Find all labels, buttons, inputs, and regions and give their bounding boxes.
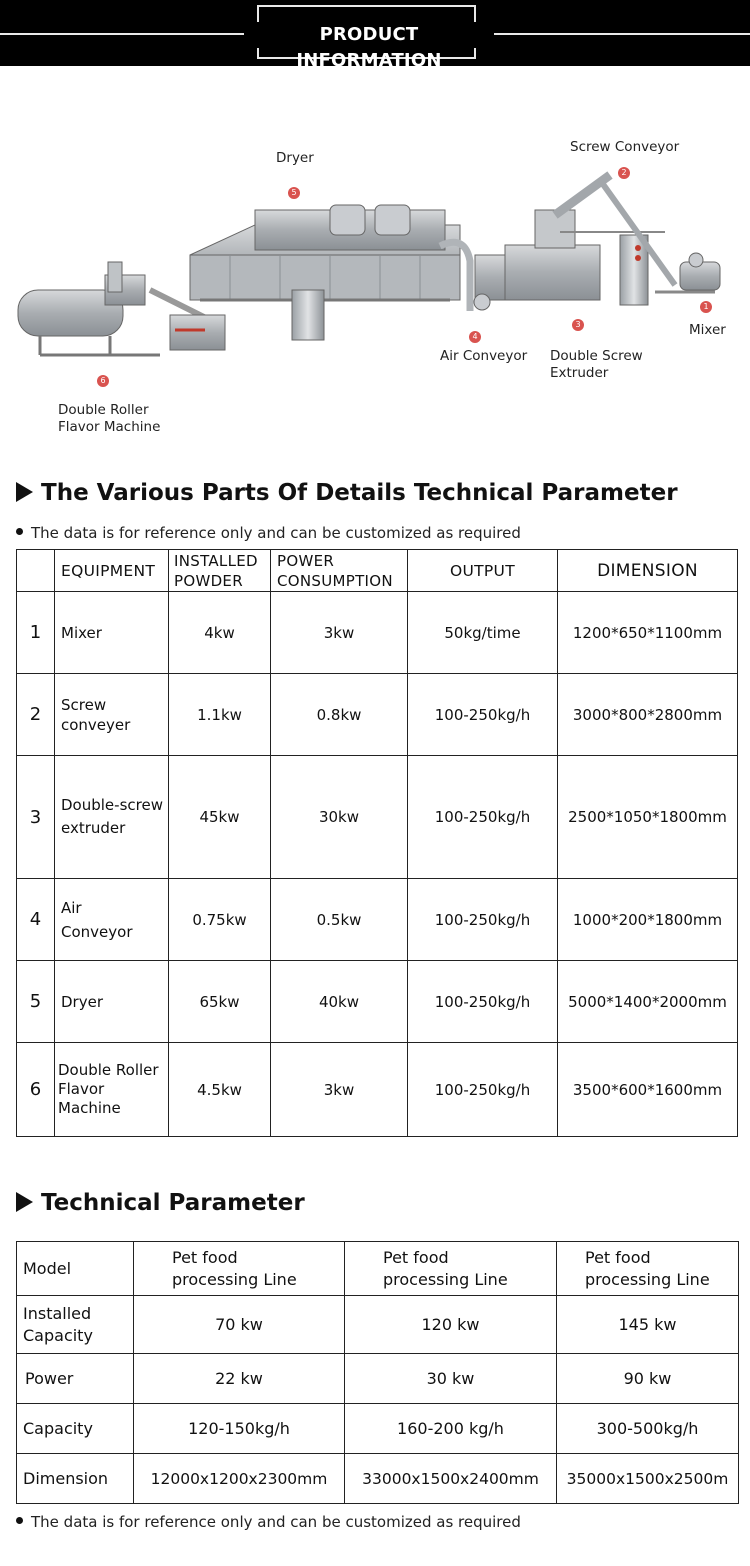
model-name: Pet food processing Line: [557, 1242, 739, 1296]
value-cell: 70 kw: [134, 1296, 345, 1354]
equipment-name: Mixer: [55, 592, 169, 674]
installed-powder: 45kw: [169, 756, 271, 879]
table-row: [17, 674, 738, 756]
power-consumption: 30kw: [271, 756, 408, 879]
power-consumption: 0.5kw: [271, 879, 408, 961]
label-extruder-line1: Double Screw: [550, 348, 643, 364]
output: 100-250kg/h: [408, 1043, 558, 1137]
equipment-name: Double Roller Flavor Machine: [55, 1043, 169, 1137]
header-installed-powder: INSTALLED POWDER: [169, 550, 271, 592]
installed-powder: 65kw: [169, 961, 271, 1043]
row-number: 5: [17, 961, 55, 1043]
dimension: 3000*800*2800mm: [558, 674, 738, 756]
marker-4: 4: [469, 331, 481, 343]
reference-note-top: [16, 523, 521, 543]
table-row: [17, 756, 738, 879]
row-label-installed-capacity: Installed Capacity: [17, 1296, 134, 1354]
row-number: 1: [17, 592, 55, 674]
output: 100-250kg/h: [408, 756, 558, 879]
production-line-diagram: [0, 66, 750, 456]
reference-note-bottom: [16, 1512, 521, 1532]
value-cell: 33000x1500x2400mm: [345, 1454, 557, 1504]
dimension: 5000*1400*2000mm: [558, 961, 738, 1043]
section-title-parts: [16, 478, 678, 508]
marker-6: 6: [97, 375, 109, 387]
output: 100-250kg/h: [408, 879, 558, 961]
header-banner: [0, 0, 750, 71]
installed-powder: 4.5kw: [169, 1043, 271, 1137]
table-row: [17, 1404, 739, 1454]
label-screw-conveyor: Screw Conveyor: [570, 139, 680, 155]
double-screw-extruder-shape: [505, 210, 665, 305]
row-number: 2: [17, 674, 55, 756]
installed-powder: 0.75kw: [169, 879, 271, 961]
installed-powder: 1.1kw: [169, 674, 271, 756]
dimension: 3500*600*1600mm: [558, 1043, 738, 1137]
reference-note-bottom-text: The data is for reference only and can be customized as required: [31, 1513, 521, 1531]
value-cell: 90 kw: [557, 1354, 739, 1404]
value-cell: 35000x1500x2500m: [557, 1454, 739, 1504]
power-consumption: 0.8kw: [271, 674, 408, 756]
table-row: [17, 879, 738, 961]
model-row: [17, 1242, 739, 1296]
arrow-right-icon: [16, 1192, 33, 1212]
value-cell: 145 kw: [557, 1296, 739, 1354]
dimension: 2500*1050*1800mm: [558, 756, 738, 879]
table-row: [17, 1043, 738, 1137]
label-air-conveyor: Air Conveyor: [440, 348, 528, 364]
section-title-parts-text: The Various Parts Of Details Technical Parameter: [41, 480, 678, 506]
row-number: 3: [17, 756, 55, 879]
header-rule-left: [0, 33, 244, 35]
dryer-shape: [190, 205, 470, 340]
section-title-technical-text: Technical Parameter: [41, 1190, 305, 1216]
equipment-name: Air Conveyor: [55, 879, 169, 961]
output: 50kg/time: [408, 592, 558, 674]
reference-note-top-text: The data is for reference only and can be customized as required: [31, 524, 521, 542]
header-dimension: DIMENSION: [558, 550, 738, 592]
table-header-row: [17, 550, 738, 592]
equipment-name: Dryer: [55, 961, 169, 1043]
label-dryer: Dryer: [276, 150, 314, 166]
label-mixer: Mixer: [689, 322, 726, 338]
marker-3: 3: [572, 319, 584, 331]
arrow-right-icon: [16, 482, 33, 502]
dimension: 1000*200*1800mm: [558, 879, 738, 961]
value-cell: 120 kw: [345, 1296, 557, 1354]
equipment-name: Double-screw extruder: [55, 756, 169, 879]
power-consumption: 40kw: [271, 961, 408, 1043]
table-row: [17, 961, 738, 1043]
marker-5: 5: [288, 187, 300, 199]
installed-powder: 4kw: [169, 592, 271, 674]
table-row: [17, 592, 738, 674]
dimension: 1200*650*1100mm: [558, 592, 738, 674]
value-cell: 120-150kg/h: [134, 1404, 345, 1454]
header-power-consumption: POWER CONSUMPTION: [271, 550, 408, 592]
bullet-icon: [16, 528, 23, 535]
label-flavor-line2: Flavor Machine: [58, 419, 161, 435]
header-rule-right: [494, 33, 750, 35]
value-cell: 22 kw: [134, 1354, 345, 1404]
value-cell: 30 kw: [345, 1354, 557, 1404]
table-row: [17, 1354, 739, 1404]
row-label-model: Model: [17, 1242, 134, 1296]
header-equipment: EQUIPMENT: [55, 550, 169, 592]
row-number: 6: [17, 1043, 55, 1137]
model-name: Pet food processing Line: [134, 1242, 345, 1296]
label-flavor-line1: Double Roller: [58, 402, 149, 418]
header-no: [17, 550, 55, 592]
equipment-name: Screw conveyer: [55, 674, 169, 756]
row-number: 4: [17, 879, 55, 961]
value-cell: 12000x1200x2300mm: [134, 1454, 345, 1504]
table-row: [17, 1454, 739, 1504]
power-consumption: 3kw: [271, 1043, 408, 1137]
power-consumption: 3kw: [271, 592, 408, 674]
header-output: OUTPUT: [408, 550, 558, 592]
row-label-power: Power: [17, 1354, 134, 1404]
parts-parameter-table: [16, 549, 738, 1137]
label-extruder-line2: Extruder: [550, 365, 609, 381]
model-name: Pet food processing Line: [345, 1242, 557, 1296]
output: 100-250kg/h: [408, 961, 558, 1043]
technical-parameter-table: [16, 1241, 739, 1504]
bullet-icon: [16, 1517, 23, 1524]
value-cell: 160-200 kg/h: [345, 1404, 557, 1454]
output: 100-250kg/h: [408, 674, 558, 756]
marker-2: 2: [618, 167, 630, 179]
production-line-illustration: [0, 66, 750, 456]
section-title-technical: [16, 1188, 305, 1218]
value-cell: 300-500kg/h: [557, 1404, 739, 1454]
marker-1: 1: [700, 301, 712, 313]
row-label-capacity: Capacity: [17, 1404, 134, 1454]
table-row: [17, 1296, 739, 1354]
row-label-dimension: Dimension: [17, 1454, 134, 1504]
page-title: PRODUCT INFORMATION: [244, 22, 494, 48]
